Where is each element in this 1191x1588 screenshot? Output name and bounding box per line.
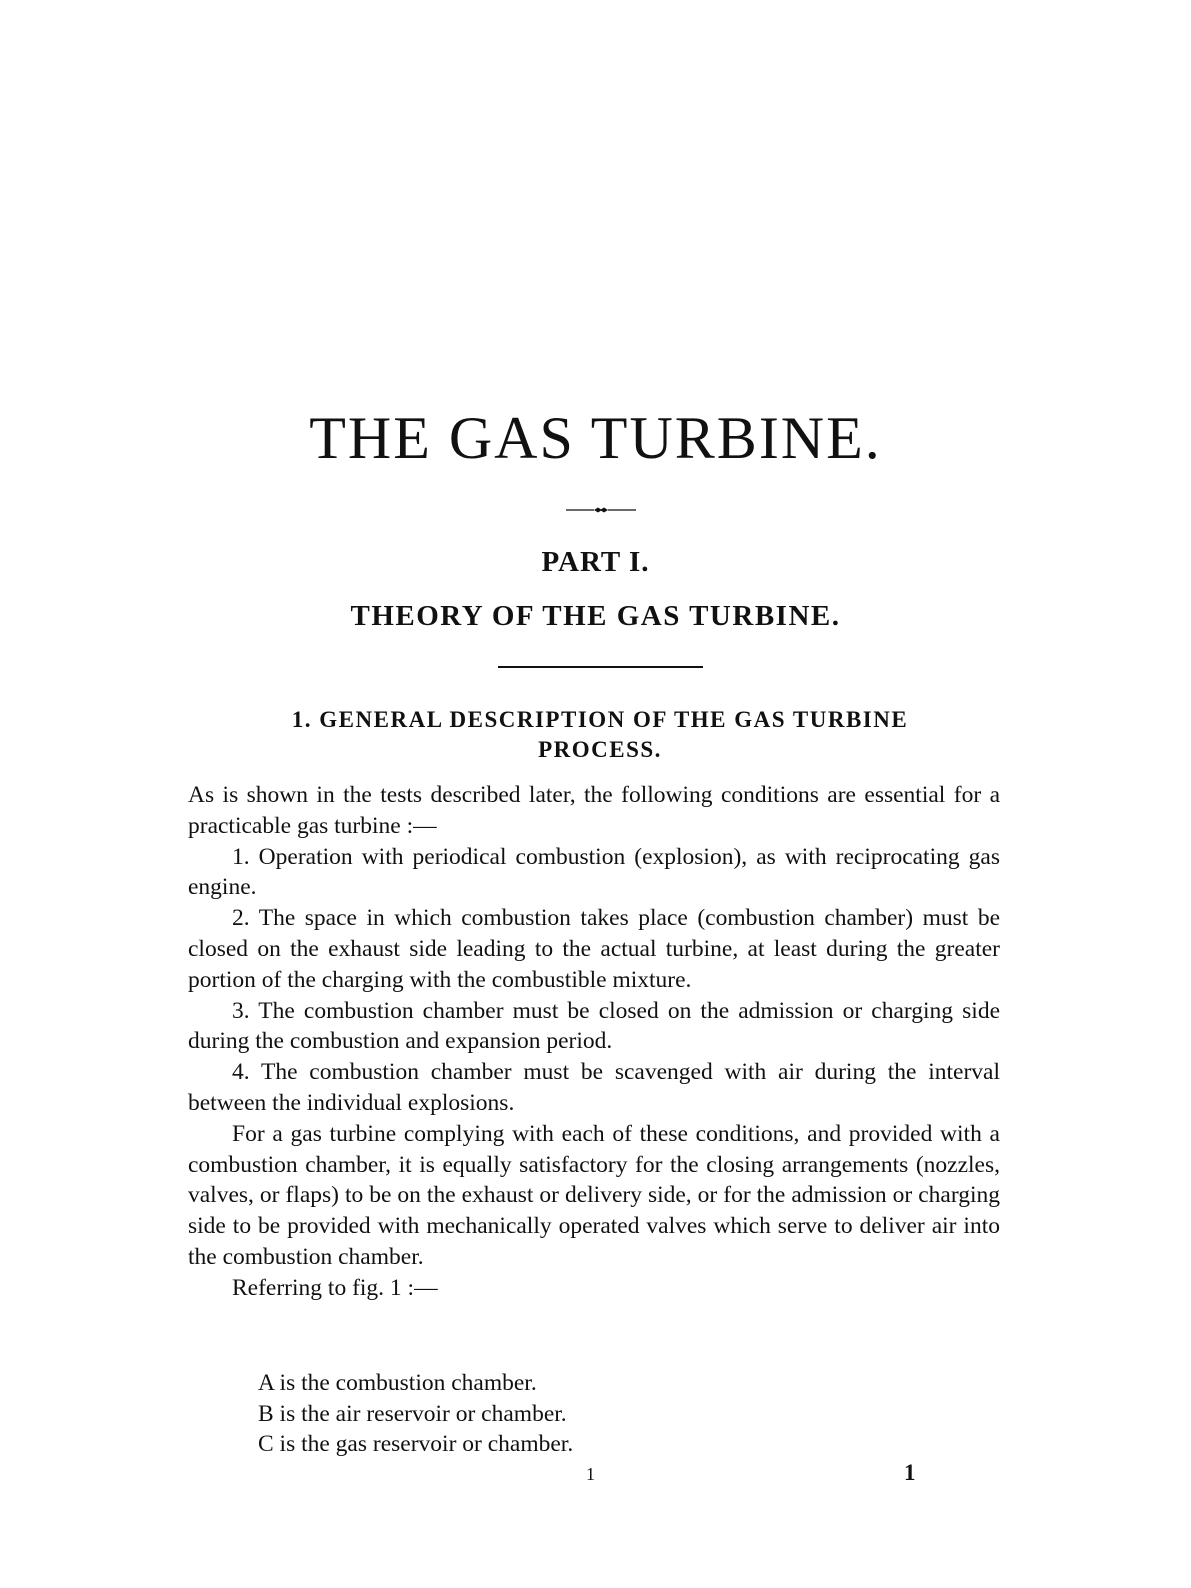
- figure-legend: [258, 1368, 573, 1460]
- list-item-condition-4: 4. The combustion chamber must be scavenged with air during the interval between the individual explosions.: [188, 1059, 1000, 1116]
- paragraph: For a gas turbine complying with each of these conditions, and provided with a combustion chamber, it is equally satisfactory for the closing arrangements (nozzles, valves, or flaps) to be on the exhaust or delivery side, or for the admission or charging side to be provided with mechanically operated valves which serve to deliver air into the combustion chamber.: [188, 1120, 1000, 1270]
- section-heading: [200, 705, 1000, 765]
- paragraph-figure-reference: Referring to fig. 1 :—: [232, 1274, 438, 1301]
- horizontal-rule: [498, 666, 703, 668]
- part-label: PART I.: [541, 546, 650, 578]
- legend-item-c: C is the gas reservoir or chamber.: [258, 1431, 574, 1457]
- ornament-divider-icon: [566, 506, 636, 514]
- paragraph: As is shown in the tests described later, the following conditions are essential for a practicable gas turbine :—: [188, 782, 1000, 839]
- legend-item-b: B is the air reservoir or chamber.: [258, 1400, 567, 1427]
- book-title: THE GAS TURBINE.: [309, 405, 882, 471]
- list-item-condition-2: 2. The space in which combustion takes place (combustion chamber) must be closed on the exhaust side leading to the actual turbine, at least during the greater portion of the charging with the combustible mixture.: [188, 905, 1000, 993]
- list-item-condition-3: 3. The combustion chamber must be closed on the admission or charging side during the combustion and expansion period.: [188, 997, 1000, 1055]
- section-heading-line1: 1. GENERAL DESCRIPTION OF THE GAS TURBINE: [291, 707, 909, 732]
- part-title: THEORY OF THE GAS TURBINE.: [350, 600, 841, 632]
- body-text: [188, 780, 1000, 1304]
- list-item-condition-1: 1. Operation with periodical combustion (explosion), as with reciprocating gas engine.: [188, 843, 1000, 901]
- page-number: 1: [904, 1460, 916, 1485]
- signature-mark: 1: [586, 1464, 595, 1484]
- section-heading-line2: PROCESS.: [538, 737, 662, 762]
- legend-item-a: A is the combustion chamber.: [258, 1370, 537, 1396]
